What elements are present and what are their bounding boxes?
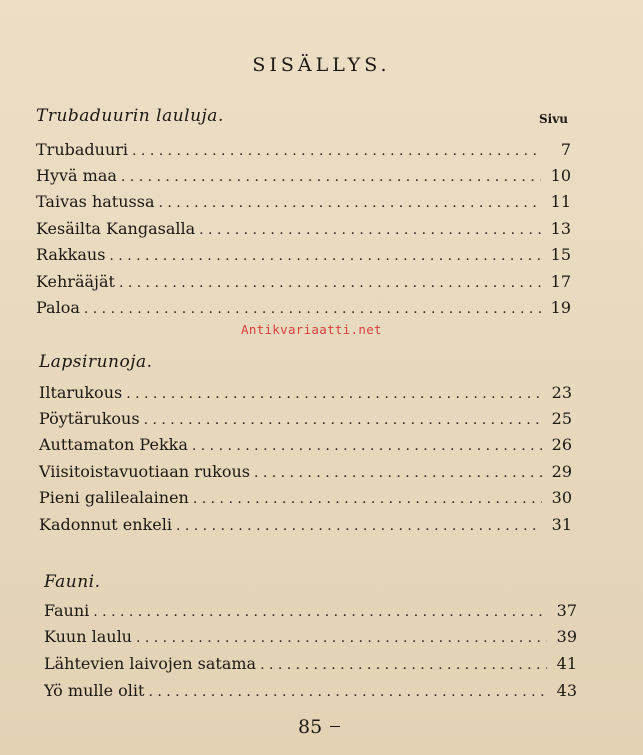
toc-entry-page: 29 xyxy=(551,462,572,481)
toc-entry xyxy=(39,488,572,510)
page-column-label: Sivu xyxy=(539,112,568,126)
toc-entry xyxy=(36,166,571,188)
dot-leader xyxy=(84,301,541,317)
toc-entry-page: 17 xyxy=(550,272,571,291)
section-heading-trubaduurin-lauluja: Trubaduurin lauluja. xyxy=(36,106,224,126)
toc-entry-page: 23 xyxy=(551,383,572,402)
toc-entry xyxy=(44,601,577,623)
toc-entry-page: 26 xyxy=(551,435,572,454)
toc-entry-page: 19 xyxy=(550,298,571,317)
footer-dash xyxy=(330,726,340,727)
toc-entry-page: 30 xyxy=(551,488,572,507)
dot-leader xyxy=(159,195,542,211)
toc-entry-title: Pieni galilealainen xyxy=(39,488,189,507)
section-heading-lapsirunoja: Lapsirunoja. xyxy=(39,352,153,372)
toc-entry xyxy=(44,681,577,703)
toc-entry xyxy=(39,409,572,431)
dot-leader xyxy=(93,604,547,620)
toc-entry xyxy=(36,298,571,320)
toc-entry xyxy=(39,383,572,405)
dot-leader xyxy=(199,222,541,238)
toc-entry xyxy=(36,192,571,214)
toc-entry-page: 25 xyxy=(551,409,572,428)
dot-leader xyxy=(109,248,541,264)
toc-entry-title: Iltarukous xyxy=(39,383,123,402)
toc-entry-title: Paloa xyxy=(36,298,80,317)
dot-leader xyxy=(254,465,542,481)
dot-leader xyxy=(132,143,541,159)
toc-entry-title: Auttamaton Pekka xyxy=(39,435,188,454)
toc-entry-page: 11 xyxy=(550,192,571,211)
toc-entry-title: Yö mulle olit xyxy=(44,681,145,700)
toc-entry-page: 43 xyxy=(556,681,577,700)
toc-entry-page: 7 xyxy=(560,140,571,159)
dot-leader xyxy=(144,412,542,428)
toc-entry-title: Kadonnut enkeli xyxy=(39,515,172,534)
dot-leader xyxy=(121,169,541,185)
toc-entry xyxy=(44,627,577,649)
dot-leader xyxy=(176,518,542,534)
toc-entry xyxy=(36,140,571,162)
toc-entry xyxy=(39,435,572,457)
toc-entry-page: 41 xyxy=(556,654,577,673)
page-number-footer: 85 xyxy=(298,716,323,738)
dot-leader xyxy=(126,386,542,402)
toc-entry-title: Kuun laulu xyxy=(44,627,132,646)
dot-leader xyxy=(260,657,547,673)
toc-entry-title: Rakkaus xyxy=(36,245,106,264)
toc-entry xyxy=(36,245,571,267)
toc-entry-title: Kesäilta Kangasalla xyxy=(36,219,196,238)
toc-entry-page: 10 xyxy=(550,166,571,185)
toc-entry-title: Lähtevien laivojen satama xyxy=(44,654,257,673)
toc-entry-page: 31 xyxy=(551,515,572,534)
dot-leader xyxy=(193,491,542,507)
page-title: SISÄLLYS. xyxy=(252,54,391,76)
watermark-text: Antikvariaatti.net xyxy=(241,322,382,337)
dot-leader xyxy=(119,275,541,291)
toc-entry-page: 39 xyxy=(556,627,577,646)
toc-entry-title: Hyvä maa xyxy=(36,166,117,185)
toc-entry-title: Kehrääjät xyxy=(36,272,115,291)
toc-entry-title: Trubaduuri xyxy=(36,140,129,159)
dot-leader xyxy=(148,684,547,700)
dot-leader xyxy=(192,438,542,454)
toc-entry xyxy=(39,462,572,484)
toc-entry xyxy=(39,515,572,537)
toc-entry xyxy=(36,219,571,241)
toc-entry xyxy=(44,654,577,676)
toc-entry-title: Fauni xyxy=(44,601,90,620)
toc-entry-page: 13 xyxy=(550,219,571,238)
toc-entry-title: Viisitoistavuotiaan rukous xyxy=(39,462,250,481)
toc-entry xyxy=(36,272,571,294)
toc-entry-title: Pöytärukous xyxy=(39,409,140,428)
toc-entry-page: 15 xyxy=(550,245,571,264)
toc-entry-title: Taivas hatussa xyxy=(36,192,155,211)
toc-entry-page: 37 xyxy=(556,601,577,620)
section-heading-fauni: Fauni. xyxy=(44,572,101,592)
dot-leader xyxy=(136,630,547,646)
